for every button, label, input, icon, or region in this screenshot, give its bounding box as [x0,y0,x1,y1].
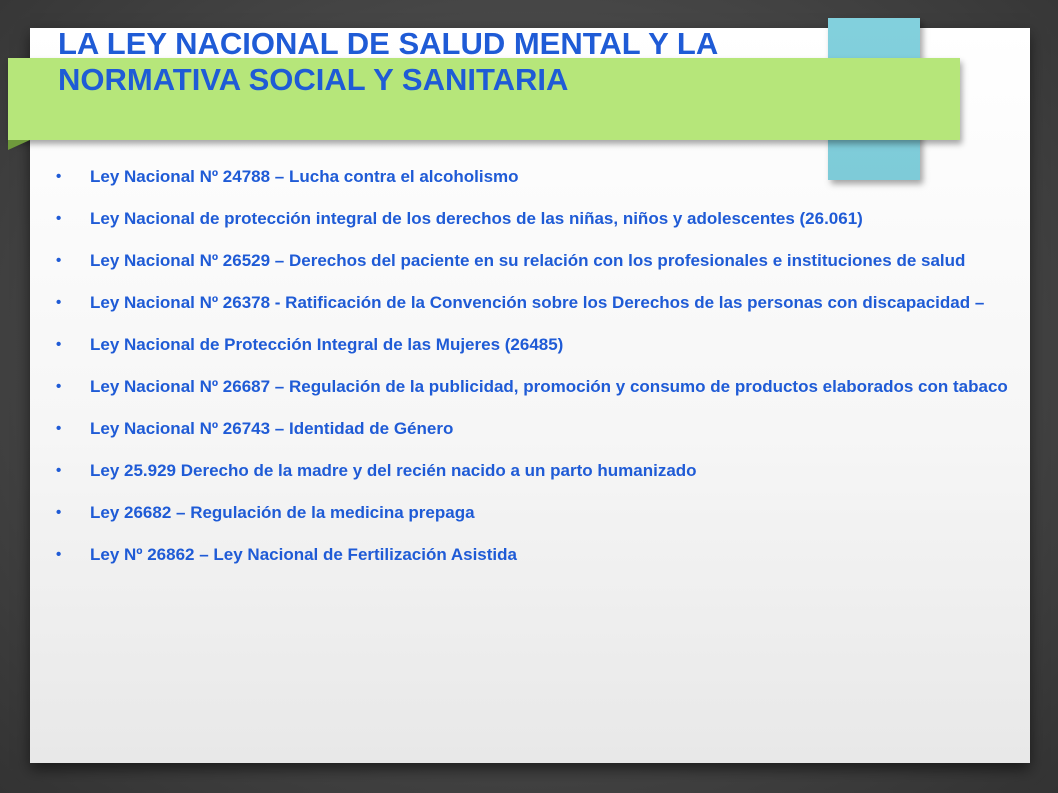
list-item-text: Ley Nº 26862 – Ley Nacional de Fertilización Asistida [90,545,517,564]
list-item-text: Ley 26682 – Regulación de la medicina prepaga [90,503,475,522]
bullet-icon: • [56,420,62,437]
bullet-icon: • [56,210,62,227]
list-item-text: Ley Nacional de Protección Integral de las Mujeres (26485) [90,335,564,354]
bullet-icon: • [56,378,62,395]
list-item [50,166,1020,187]
slide-title: LA LEY NACIONAL DE SALUD MENTAL Y LA NORMATIVA SOCIAL Y SANITARIA [58,26,718,97]
bullet-icon: • [56,462,62,479]
list-item [50,544,1020,565]
bullet-icon: • [56,336,62,353]
list-item [50,292,1020,313]
bullet-icon: • [56,252,62,269]
bullet-icon: • [56,168,62,185]
list-item-text: Ley Nacional de protección integral de los derechos de las niñas, niños y adolescentes (26.061) [90,209,863,228]
law-list [50,166,1020,586]
list-item-text: Ley Nacional Nº 24788 – Lucha contra el alcoholismo [90,167,519,186]
list-item-text: Ley 25.929 Derecho de la madre y del recién nacido a un parto humanizado [90,461,697,480]
list-item [50,502,1020,523]
list-item [50,460,1020,481]
list-item [50,418,1020,439]
list-item-text: Ley Nacional Nº 26687 – Regulación de la publicidad, promoción y consumo de productos elaborados con tabaco [90,377,1008,396]
list-item-text: Ley Nacional Nº 26529 – Derechos del paciente en su relación con los profesionales e instituciones de salud [90,251,966,270]
list-item [50,376,1020,397]
list-item [50,208,1020,229]
list-item-text: Ley Nacional Nº 26378 - Ratificación de la Convención sobre los Derechos de las personas con discapacidad – [90,293,985,312]
bullet-icon: • [56,294,62,311]
list-item [50,250,1020,271]
list-item [50,334,1020,355]
bullet-icon: • [56,546,62,563]
list-item-text: Ley Nacional Nº 26743 – Identidad de Género [90,419,454,438]
bullet-icon: • [56,504,62,521]
green-band-fold [8,140,30,150]
